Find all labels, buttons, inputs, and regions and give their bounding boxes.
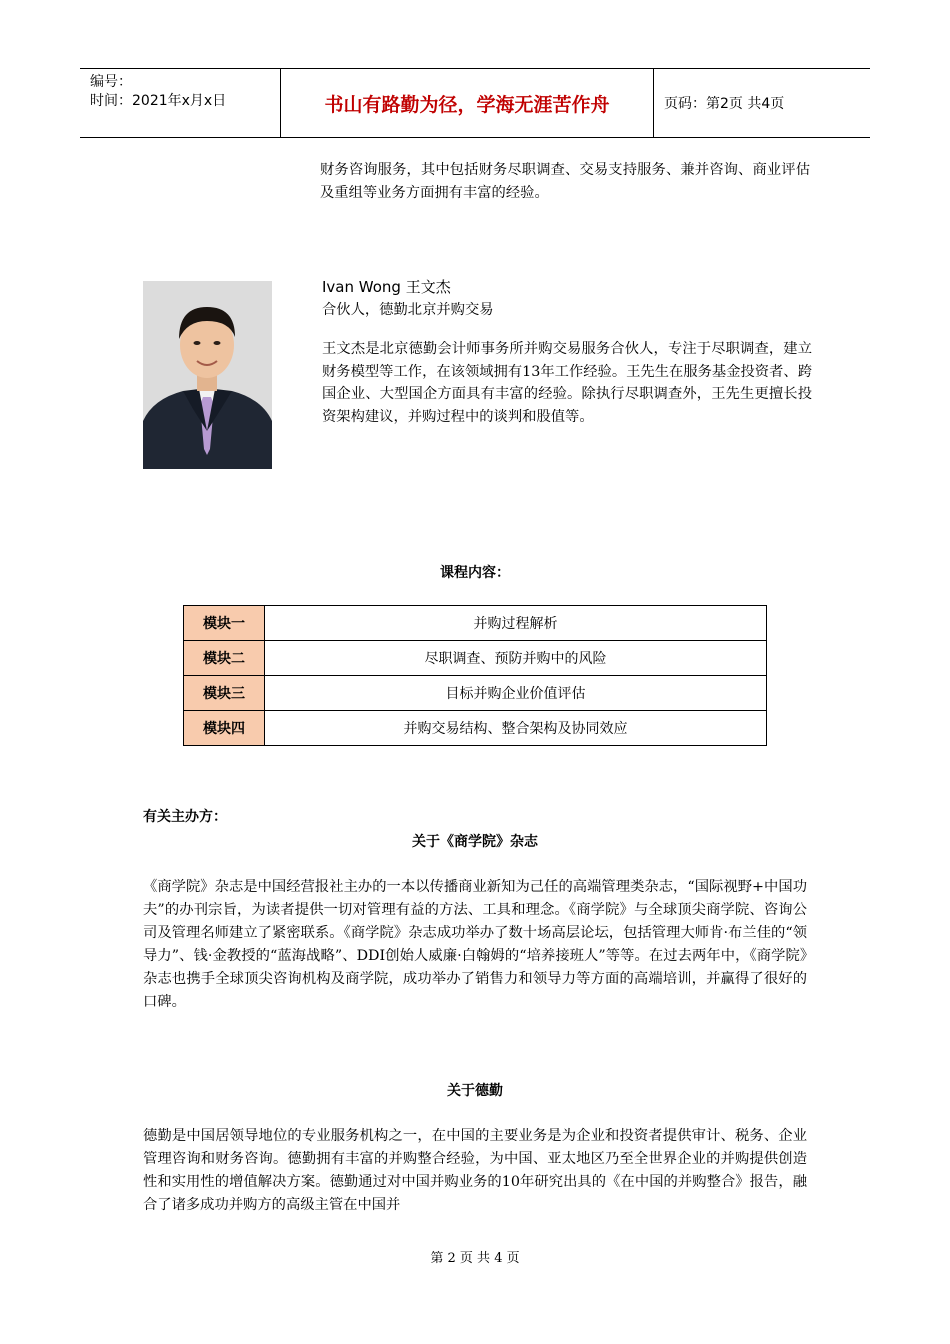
header-divider	[653, 69, 654, 137]
table-row	[184, 711, 767, 746]
module-name: 模块一	[184, 606, 265, 641]
course-modules-table	[183, 605, 767, 746]
name-english: Ivan Wong	[322, 278, 401, 296]
page-footer: 第 2 页 共 4 页	[430, 1251, 520, 1266]
module-name: 模块四	[184, 711, 265, 746]
header-meta	[90, 73, 226, 111]
header-page-number: 页码：第2页 共4页	[664, 96, 785, 112]
magazine-paragraph: 《商学院》杂志是中国经营报社主办的一本以传播商业新知为己任的高端管理类杂志，“国际视野+中国功夫”的办刊宗旨，为读者提供一切对管理有益的方法、工具和理念。《商学院》与全球顶尖商学院、咨询公司及管理名师建立了紧密联系。《商学院》杂志成功举办了数十场高层论坛，包括管理大师肯·布兰佳的“领导力”、钱·金教授的“蓝海战略”、DDI创始人威廉·白翰姆的“培养接班人”等等。在过去两年中，《商学院》杂志也携手全球顶尖咨询机构及商学院，成功举办了销售力和领导力等方面的高端培训，并赢得了很好的口碑。	[143, 879, 807, 1010]
header-motto: 书山有路勤为径，学海无涯苦作舟	[324, 93, 610, 116]
profile-photo	[143, 281, 272, 469]
profile-role: 合伙人，德勤北京并购交易	[322, 302, 494, 318]
module-content: 尽职调查、预防并购中的风险	[265, 641, 767, 676]
deloitte-heading: 关于德勤	[447, 1083, 503, 1099]
module-content: 并购交易结构、整合架构及协同效应	[265, 711, 767, 746]
continuation-paragraph: 财务咨询服务，其中包括财务尽职调查、交易支持服务、兼并咨询、商业评估及重组等业务方面拥有丰富的经验。	[320, 162, 810, 201]
profile-name	[322, 277, 451, 297]
module-content: 并购过程解析	[265, 606, 767, 641]
profile-bio: 王文杰是北京德勤会计师事务所并购交易服务合伙人，专注于尽职调查，建立财务模型等工作，在该领域拥有13年工作经验。王先生在服务基金投资者、跨国企业、大型国企方面具有丰富的经验。除执行尽职调查外，王先生更擅长投资架构建议，并购过程中的谈判和股值等。	[322, 341, 812, 425]
module-name: 模块二	[184, 641, 265, 676]
portrait-illustration	[143, 281, 272, 469]
module-content: 目标并购企业价值评估	[265, 676, 767, 711]
table-row	[184, 606, 767, 641]
module-name: 模块三	[184, 676, 265, 711]
number-label: 编号：	[90, 74, 132, 90]
page-header	[80, 68, 870, 138]
course-title: 课程内容：	[440, 565, 510, 581]
table-row	[184, 676, 767, 711]
name-chinese: 王文杰	[405, 278, 451, 296]
organizers-heading: 有关主办方：	[143, 809, 227, 825]
magazine-heading: 关于《商学院》杂志	[412, 834, 538, 850]
deloitte-paragraph: 德勤是中国居领导地位的专业服务机构之一，在中国的主要业务是为企业和投资者提供审计、税务、企业管理咨询和财务咨询。德勤拥有丰富的并购整合经验，为中国、亚太地区乃至全世界企业的并购提供创造性和实用性的增值解决方案。德勤通过对中国并购业务的10年研究出具的《在中国的并购整合》报告，融合了诸多成功并购方的高级主管在中国并	[143, 1128, 807, 1213]
table-row	[184, 641, 767, 676]
time-label: 时间：2021年x月x日	[90, 93, 227, 109]
